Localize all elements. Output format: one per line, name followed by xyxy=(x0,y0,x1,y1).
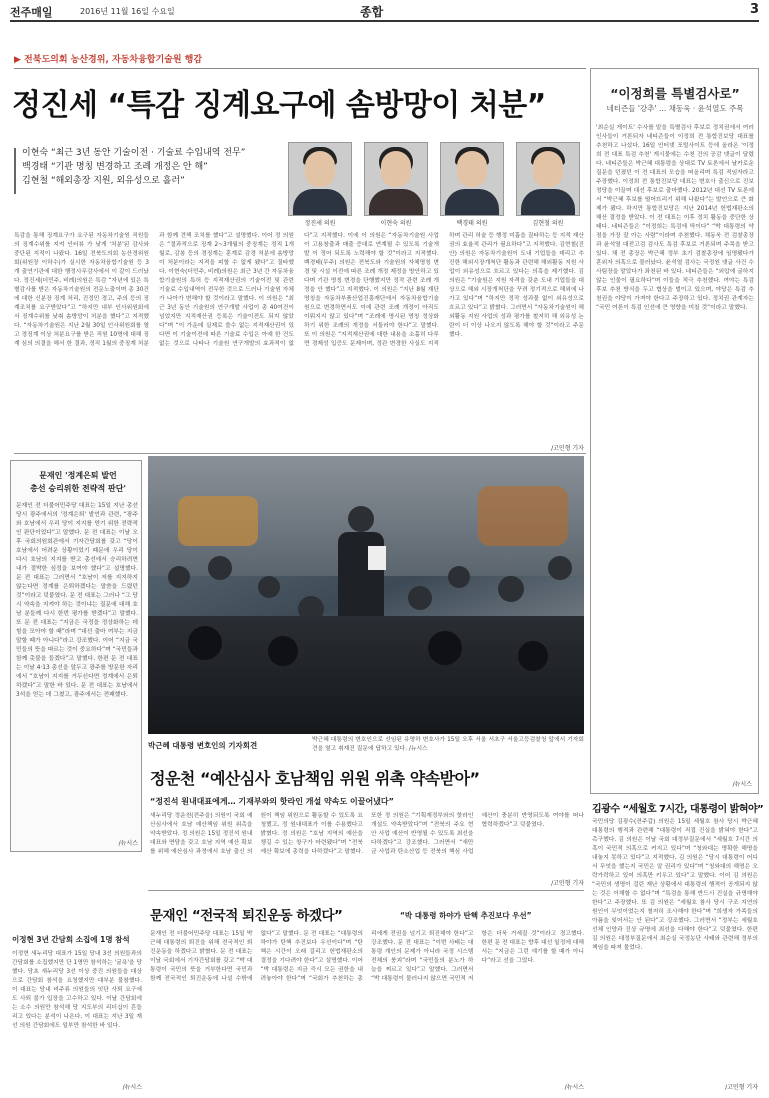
story2-byline: /고민형 기자 xyxy=(551,880,584,887)
story3-body: 문재인 전 더불어민주당 대표는 15일 박근혜 대통령의 퇴진을 위해 전국적인 퇴진운동을 하겠다고 밝혔다. 문 전 대표는 이날 국회에서 기자간담회를 갖고 “박 대통령이 국민의 뜻을 거부한다면 국민과 함께 전국적인 퇴진운동에 나설 수밖에 없다”고 말했다. 문 전 대표는 “대통령의 하야가 탄핵 추진보다 우선이다”며 “탄핵은 시간이 오래 걸리고 헌법재판소의 결정을 기다려야 한다”고 설명했다. 이어 “박 대통령은 지금 즉시 모든 권한을 내려놓아야 한다”며 “국회가 추천하는 총리에게 전권을 넘기고 퇴진해야 한다”고 강조했다. 문 전 대표는 “이번 사태는 대통령 개인의 문제가 아니라 국정 시스템 전체의 붕괴”라며 “국민들의 분노가 하늘을 찌르고 있다”고 말했다. 그러면서 “박 대통령이 물러나지 않으면 국민적 저항은 더욱 거세질 것”이라고 경고했다. 한편 문 전 대표는 향후 대선 일정에 대해서는 “지금은 그런 얘기를 할 때가 아니다”라고 선을 그었다. xyxy=(150,931,584,982)
portrait-caption: 김현철 의원 xyxy=(532,220,564,227)
portrait-caption: 백경태 의원 xyxy=(456,220,488,227)
leftbox2-body: 이정현 새누리당 대표가 15일 당내 3선 의원들과의 간담회를 소집했지만 단 1명만 참석하는 '굴욕'을 당했다. 당초 새누리당 3선 이상 중진 의원들을 대상으로 간담회 참석을 요청했지만 대부분 불참했다. 이 대표는 당내 비주류 의원들의 잇단 사퇴 요구에도 사퇴 불가 입장을 고수하고 있다. 이날 간담회에는 소수 의원만 참석해 당 지도부의 리더십이 흔들리고 있다는 분석이 나온다. 이 대표는 지난 3일 재선 의원 간담회에도 일부만 참석한 바 있다. xyxy=(12,951,142,1029)
story3-byline: /뉴시스 xyxy=(564,1084,584,1091)
portrait-baek xyxy=(440,142,504,216)
story-divider xyxy=(148,890,584,891)
story3-subhead: “박 대통령 하야가 탄핵 추진보다 우선” xyxy=(400,911,532,920)
subhead-bar xyxy=(14,148,16,194)
story2-body: 새누리당 정운천(전주을) 의원이 국회 예산심사에서 호남 예산책임 위원 위촉을 약속받았다. 정 의원은 15일 정진석 원내대표와 면담을 갖고 호남 지역 예산 확보를 위해 예산심사 과정에서 호남 출신 의원이 책임 위원으로 활동할 수 있도록 요청했고, 정 원내대표가 이를 수용했다고 밝혔다. 정 의원은 “호남 지역의 예산을 챙길 수 있는 창구가 마련됐다”며 “전북 예산 확보에 총력을 다하겠다”고 말했다. 또한 정 의원은 “기획재정부와의 핫라인 개설도 약속받았다”며 “전북의 주요 현안 사업 예산이 반영될 수 있도록 최선을 다하겠다”고 강조했다. 그러면서 “새만금 사업과 탄소산업 등 전북의 핵심 사업 예산이 충분히 반영되도록 여야를 떠나 협력하겠다”고 덧붙였다. xyxy=(150,813,584,855)
issue-date: 2016년 11월 16일 수요일 xyxy=(80,7,175,16)
leftbox2-byline: /뉴시스 xyxy=(122,1084,142,1091)
leftbox1-body: 문재인 전 더불어민주당 대표는 15일 지난 총선 당시 광주에서의 '정계은퇴' 발언과 관련, “광주와 호남에서 우리 당이 지지를 얻기 위한 전략적인 판단이었다”고 말했다. 문 전 대표는 이날 오후 국회의원회관에서 기자간담회를 갖고 “당이 호남에서 어려운 상황이었기 때문에 우리 당이 다시 호남의 지지를 받고 총선에서 승리하려면 내가 절박한 심정을 보여야 했다”고 설명했다. 문 전 대표는 그러면서 “호남이 저를 지지하지 않는다면 정계를 은퇴하겠다는 말씀을 드렸던 것”이라고 덧붙였다. 문 전 대표는 그러나 “그 당시 약속을 지켜야 하는 것이냐는 질문에 대해 호남 분들께 다시 한번 평가를 받겠다”고 말했다. 또 문 전 대표는 “지금은 국정을 정상화하는 데 힘을 모아야 할 때”라며 “대선 출마 여부는 지금 말할 때가 아니다”라고 강조했다. 이어 “지금 국민들의 뜻을 따르는 것이 중요하다”며 “국민들과 함께 촛불을 들겠다”고 말했다. 한편 문 전 대표는 이날 4·13 총선을 앞두고 광주를 방문한 자리에서 “호남이 지지를 거두신다면 정계에서 은퇴하겠다”고 말한 바 있다. 문 전 대표는 호남에서 3석을 얻는 데 그쳤고, 광주에서는 전패했다. xyxy=(16,503,138,698)
publication-name: 전주매일 xyxy=(10,6,53,19)
sidebox-title: “이정희를 특별검사로” xyxy=(610,86,740,101)
main-body: 특감을 통해 징계요구가 요구된 자동차기술원 직원들의 징계수위를 지켜 인터뷰 가 낮게 '처분'된 감사와 중단된 지적이 나왔다. 16일 전북도의회 농산경위원회(위원장 이하수)가 실시한 자동차융합기술원 등 3개 출연기관에 대한 행정사무감사에서 이 같이 드러났다. 정진세(더민주, 비례)의원은 특감 “자년에 있은 특별감사를 받은 자동차기술원의 전문노출이며 총 30건에 대한 신분장 징계 처리, 진정민 경고, 주의 등의 징계조치를 요구받았다”고 “하지만 내부 인사위원회에서 징계수위를 낮춰 솜방망이 처분을 했다”고 지적했다. “자동차기술원은 지난 2월 30일 인사위원회를 열고 경징계 이상 처분요구를 받은 직원 10명에 대해 징계 심의 의결을 해서 한 결과, 정직 1월의 중징계 처분과 함께 견책 조치를 했다”고 설명했다. 이어 정 의원은 “결과적으로 징계 2~3개월의 중징계는 정직 1개월로, 감봉 등의 경징계는 훈계로 감경 처분에 솜방망이 처분이라는 지적을 피할 수 없게 됐다”고 질타했다. 이현숙(더민주, 비례)의원은 최근 3년 간 자동차융합기술원의 특허 등 지적재산권의 기술이전 및 관련 기술료 수입내역이 전무한 것으로 드러나 기술원 자체가 나아가 변해야 할 것이라고 말했다. 이 의원은 “최근 3년 동안 기술원의 연구개발 사업이 총 40여건이 넘었지만 지적재산권 등록은 기술이전도 되지 않았다”며 “이 가운데 실제로 쓸수 없는 지적재산권이 있다면 이 기술이전에 따른 기술료 수입은 아예 한 건도 없는 것으로 나타나 기술원 연구개발의 효과적이 없다”고 지적했다. 이에 이 의원은 “자동차기술원 사업이 고용창출과 매출 증대로 연계될 수 있도록 기술개발 이 정어 되도록 노력해야 할 것”이라고 지적했다. 백경태(무주) 의원은 전북도와 기술원의 자체명칭 변경 및 시설 이전에 따른 조례 개정 제정을 방안하고 있다며 기관 명칭 변경을 단행했지만 정작 관련 조례 개정을 안 했다”고 지적했다. 이 의원은 “지난 8월 재단 명칭을 자동차부품산업진흥재단에서 자동차융합기술원으로 변경하면서도 이에 관련 조례 개정이 아직도 이뤄지지 않고 있다”며 “조례에 명시된 명칭 정상화 하기 위한 조례의 개정을 서둘러야 한다”고 말했다. 또 이 의원은 “지적재산권에 대한 내용을 소홀히 다루면 경제성 입증도 문제이며, 정관 변경한 사실도 지적하며 관리 허술 등 행정 미흡을 질타하는 등 지적 재산권의 효율적 관리가 필요하다”고 지적했다. 김현철(진안) 의원은 자동차기술원이 도내 기업들을 데리고 추진한 해외시장개척단 활동과 관련해 해외활동 지원 사업이 외유성으로 흐르고 있다는 의혹을 제기했다. 김 의원은 “기술원은 지원 자격을 갖춘 도내 기업들을 대상으로 해외 시장개척단을 꾸려 정기적으로 해외에 나가고 있다”며 “하지만 정작 성과물 없이 외유성으로 흐르고 있다”고 밝혔다. 그러면서 “자동차기술원이 해외활동 지원 사업의 성과 평가를 철저히 해 외유성 논란이 더 이상 나오지 않도록 해야 할 것”이라고 주문했다. xyxy=(14,233,584,347)
main-subheads xyxy=(14,146,246,188)
sidebox-subtitle: 네티즌들 '강추' … 채동욱 · 윤석열도 주목 xyxy=(606,104,744,113)
section-divider xyxy=(14,453,586,454)
main-kicker: ▶ 전북도의회 농산경위, 자동차융합기술원 행감 xyxy=(14,55,203,65)
subhead-1: 이현숙 “최근 3년 동안 기술이전 · 기술료 수입내역 전무” xyxy=(22,148,246,158)
kicker-rule xyxy=(14,68,586,69)
photo-label: 박근혜 대통령 변호인의 기자회견 xyxy=(148,741,258,750)
portrait-caption: 정진세 의원 xyxy=(304,220,336,227)
portrait-lee xyxy=(364,142,428,216)
leftbox1-title: 문재인 '정계은퇴 발언 xyxy=(39,471,117,480)
story2-subhead: “정진석 원내대표에게… 기재부와의 핫라인 개설 약속도 이끌어냈다” xyxy=(150,797,394,806)
portrait-jeong xyxy=(288,142,352,216)
main-byline: /고민형 기자 xyxy=(551,445,584,452)
main-headline: 정진세 “특감 징계요구에 솜방망이 처분” xyxy=(12,88,546,123)
page-header xyxy=(10,4,759,22)
story3-headline: 문재인 “전국적 퇴진운동 하겠다” xyxy=(150,908,343,924)
story4-byline: /고민형 기자 xyxy=(725,1084,758,1091)
section-name: 종합 xyxy=(360,5,384,19)
sidebox-byline: /뉴시스 xyxy=(732,781,752,788)
portrait-caption: 이현숙 의원 xyxy=(380,220,412,227)
press-photo xyxy=(148,456,584,734)
subhead-3: 김현철 “해외총장 지원, 외유성으로 흘러” xyxy=(22,176,185,186)
photo-caption: 박근혜 대통령의 변호인으로 선임된 유영하 변호사가 15일 오후 서울 서초구 서울고등검찰청 앞에서 기자회견을 열고 취재진 질문에 답하고 있다. /뉴시스 xyxy=(312,737,584,752)
leftbox2-title: 이정현 3년 간담회 소집에 1명 참석 xyxy=(12,935,130,944)
leftbox1-byline: /뉴시스 xyxy=(118,840,138,847)
story4-headline: 김광수 “세월호 7시간, 대통령이 밝혀야” xyxy=(592,804,764,815)
portrait-row xyxy=(288,142,584,228)
leftbox1-title2: 총선 승리위한 전략적 판단' xyxy=(30,484,126,493)
story4-body: 국민의당 김광수(전주갑) 의원은 15일 세월호 참사 당시 박근혜 대통령의 행적과 관련해 “대통령이 직접 진실을 밝혀야 한다”고 촉구했다. 김 의원은 이날 국회 대정부질문에서 “세월호 7시간 의혹이 국민적 의혹으로 커지고 있다”며 “청와대는 명확한 해명을 내놓지 못하고 있다”고 지적했다. 김 의원은 “당시 대통령이 어디서 무엇을 했는지 국민은 알 권리가 있다”며 “청와대의 해명은 오락가락하고 있어 의혹만 키우고 있다”고 말했다. 이어 김 의원은 “국민의 생명이 걸린 재난 상황에서 대통령의 행적이 공개되지 않는 것은 이해할 수 없다”며 “특검을 통해 반드시 진실을 규명해야 한다”고 주장했다. 또 김 의원은 “세월호 참사 당시 구조 지연의 원인이 무엇이었는지 철저히 조사해야 한다”며 “희생자 가족들의 아픔을 잊어서는 안 된다”고 강조했다. 그러면서 “정부는 세월호 선체 인양과 진상 규명에 최선을 다해야 한다”고 덧붙였다. 한편 김 의원은 대정부질문에서 최순실 국정농단 사태와 관련해 정부의 책임을 따져 물었다. xyxy=(592,819,758,951)
story2-headline: 정운천 “예산심사 호남책임 위원 위촉 약속받아” xyxy=(150,769,480,788)
portrait-kim xyxy=(516,142,580,216)
subhead-2: 백경태 “기관 명칭 변경하고 조례 개정은 안 해” xyxy=(22,162,208,172)
sidebox-body: '최순실 게이트' 수사를 맡을 특별검사 후보로 정치권에서 여러 인사들이 거론되자 네티즌들이 이정희 전 통합진보당 대표를 추천하고 나섰다. 16일 인터넷 포털사이트 등에 올라온 '이정희 전 대표 특검 추천' 게시물에는 수천 건의 공감 댓글이 달렸다. 네티즌들은 박근혜 대통령을 상대로 TV 토론에서 날카로운 질문을 던졌던 이 전 대표의 모습을 떠올리며 특검 적임자라고 주장했다. 이정희 전 통합진보당 대표는 변호사 출신으로 진보정당을 이끌며 대선 후보로 출마했다. 2012년 대선 TV 토론에서 “박근혜 후보를 떨어뜨리기 위해 나왔다”는 발언으로 큰 화제가 됐다. 하지만 통합진보당은 지난 2014년 헌법재판소의 해산 결정을 받았다. 이 전 대표는 이후 정치 활동을 중단한 상태다. 네티즌들은 “이정희는 특검에 딱이다” “박 대통령의 약점을 가장 잘 아는 사람”이라며 추천했다. 채동욱 전 검찰총장과 윤석열 대전고검 검사도 특검 후보로 거론되며 주목을 받고 있다. 채 전 총장은 박근혜 정부 초기 검찰총장에 임명됐다가 혼외자 의혹으로 물러났다. 윤석열 검사는 국정원 댓글 사건 수사팀장을 맡았다가 좌천된 바 있다. 네티즌들은 “외압에 굴하지 않는 인물이 필요하다”며 이들을 적극 추천했다. 여야는 특검 후보 추천 방식을 두고 협상을 벌이고 있으며, 야당은 특검 추천권을 야당이 가져야 한다고 주장하고 있다. 정치권 관계자는 “국민 여론이 특검 인선에 큰 영향을 미칠 것”이라고 말했다. xyxy=(596,125,754,311)
page-number: 3 xyxy=(749,2,759,17)
